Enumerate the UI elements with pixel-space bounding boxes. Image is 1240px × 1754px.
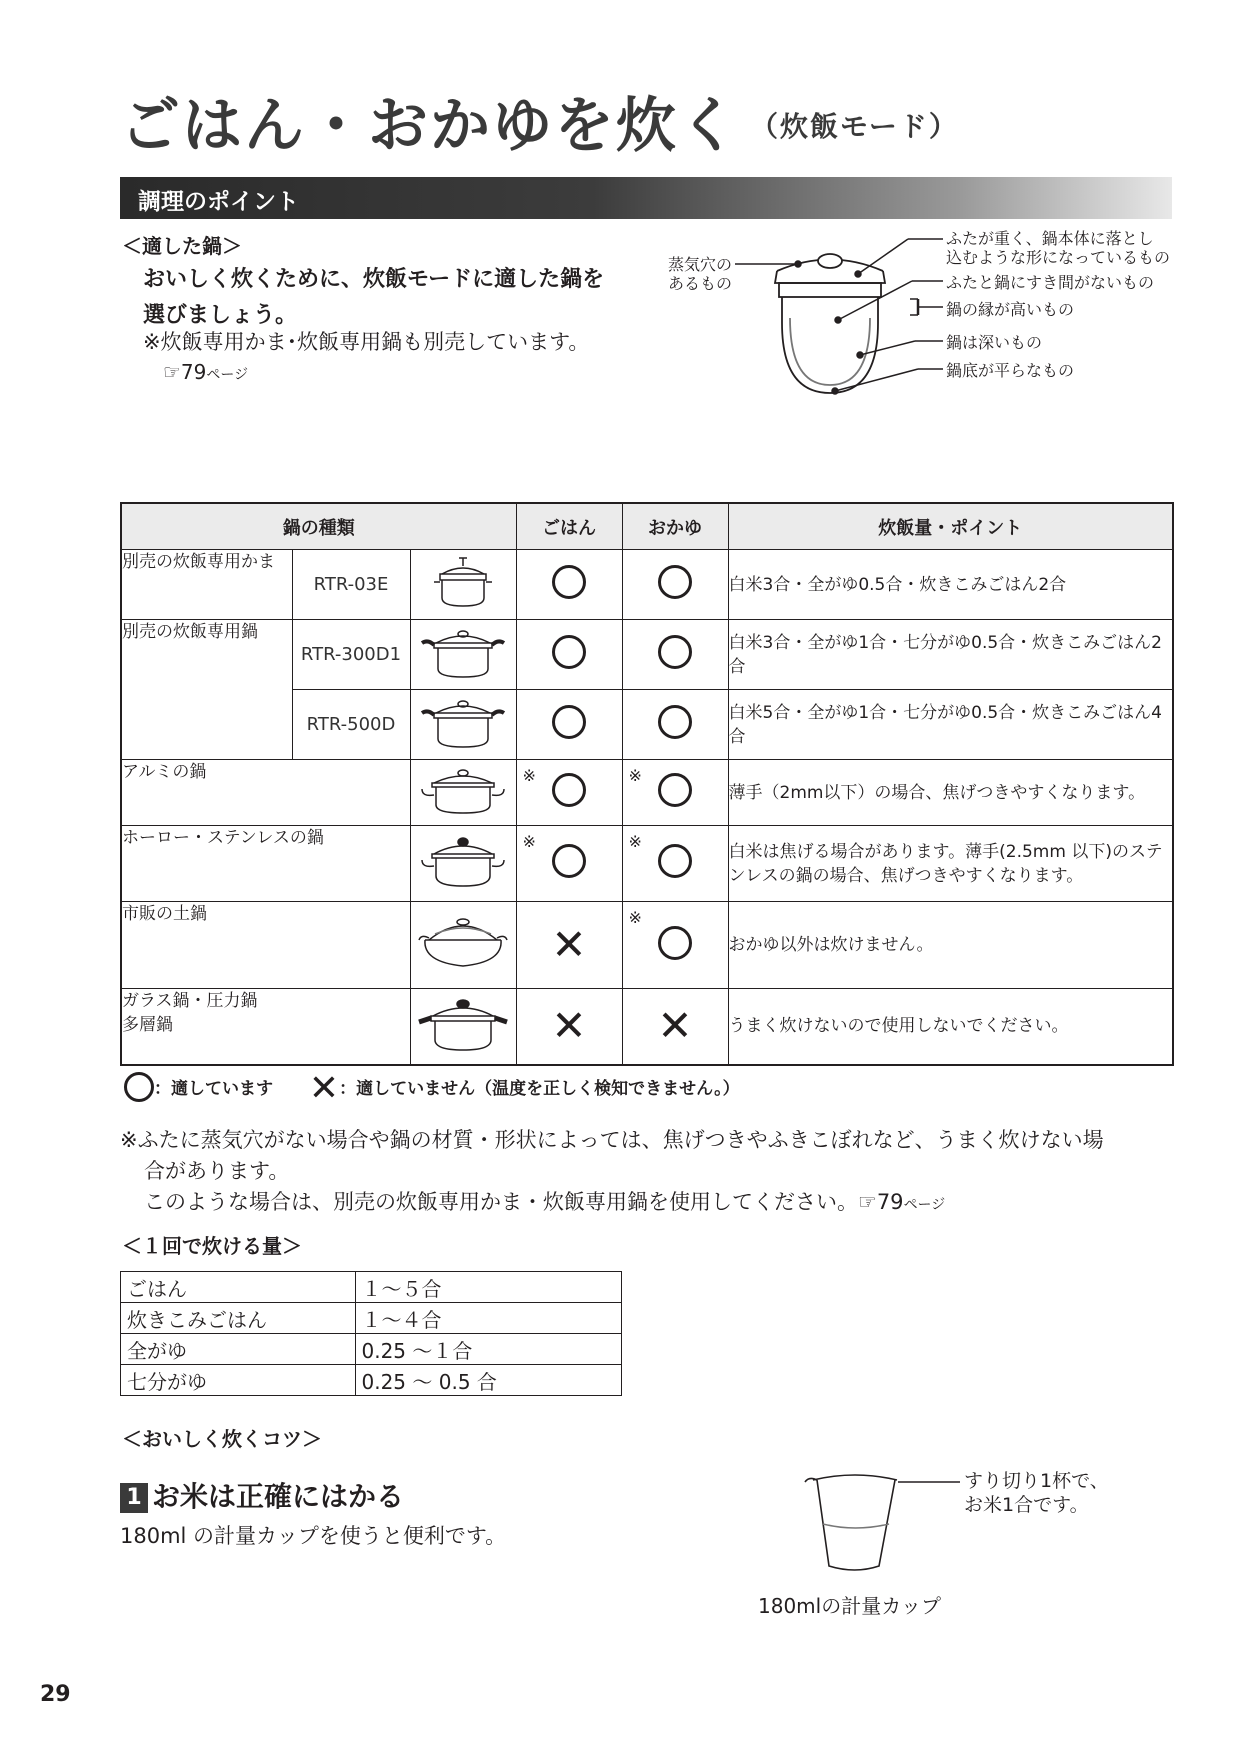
pot-inner <box>790 318 870 385</box>
rice-mark-cell <box>516 902 622 989</box>
pot-type-cell: 別売の炊飯専用鍋 <box>121 620 292 760</box>
kome-note: ※ <box>628 766 642 785</box>
glass-pot-line2: 多層鍋 <box>122 1015 173 1035</box>
rice-mark-cell <box>516 760 622 826</box>
pot-image-cell <box>410 760 516 826</box>
rice-cooker-pot-icon <box>428 554 498 610</box>
capacity-heading: ＜１回で炊ける量＞ <box>122 1234 302 1258</box>
flat-bottom-label: 鍋底が平らなもの <box>946 361 1075 380</box>
table-row <box>121 760 1173 826</box>
point-cell: 白米5合・全がゆ1合・七分がゆ0.5合・炊きこみごはん4合 <box>728 690 1173 760</box>
footnote-line3 <box>120 1187 1104 1221</box>
table-row <box>121 1272 622 1303</box>
step-title-text: お米は正確にはかる <box>152 1480 405 1513</box>
suitable-pot-ref[interactable] <box>163 360 248 384</box>
capacity-item: ごはん <box>121 1272 356 1303</box>
table-row <box>121 826 1173 902</box>
model-cell: RTR-300D1 <box>292 620 410 690</box>
pot-image-cell <box>410 620 516 690</box>
rice-mark-cell <box>516 826 622 902</box>
high-rim-label: 鍋の縁が高いもの <box>946 300 1075 319</box>
rice-mark-cell <box>516 620 622 690</box>
steam-hole-line2: あるもの <box>668 274 733 293</box>
cup-inner-line <box>823 1524 889 1528</box>
cross-mark-icon: ✕ <box>551 1001 587 1051</box>
steam-hole-label <box>668 255 732 293</box>
rice-mark-cell <box>516 989 622 1065</box>
kome-note: ※ <box>522 832 536 851</box>
circle-mark-icon <box>552 844 586 878</box>
enamel-pot-icon <box>418 832 508 890</box>
circle-mark-icon <box>658 773 692 807</box>
pot-image-cell <box>410 902 516 989</box>
cross-mark-icon: ✕ <box>308 1068 340 1109</box>
capacity-amount: 0.25 ～ 0.5 合 <box>355 1365 622 1396</box>
ref-page: ページ <box>206 367 249 383</box>
lid-heavy-line1: ふたが重く、鍋本体に落とし <box>946 229 1154 248</box>
step-title <box>120 1475 404 1515</box>
suitable-pot-lead <box>143 262 604 334</box>
footnote-line2: 合があります。 <box>144 1159 290 1183</box>
capacity-item: 七分がゆ <box>121 1365 356 1396</box>
table-header-row <box>121 503 1173 550</box>
rice-pot-icon <box>418 693 508 751</box>
page-number: 29 <box>40 1682 71 1707</box>
title-sub: （炊飯モード） <box>750 110 959 143</box>
pot-image-cell <box>410 550 516 620</box>
porridge-mark-cell <box>622 902 728 989</box>
legend-suitable: ：適しています <box>154 1079 273 1099</box>
point-cell: おかゆ以外は炊けません。 <box>728 902 1173 989</box>
pot-type-cell <box>121 989 410 1065</box>
page-title <box>120 78 959 164</box>
ref-text: ☞79 <box>163 360 207 384</box>
lead-line2: 選びましょう。 <box>143 303 298 328</box>
header-porridge: おかゆ <box>622 503 728 550</box>
pot-type-cell: 別売の炊飯専用かま <box>121 550 292 620</box>
model-cell: RTR-03E <box>292 550 410 620</box>
pot-image-cell <box>410 989 516 1065</box>
tips-heading: ＜おいしく炊くコツ＞ <box>122 1427 322 1451</box>
suitable-pot-note: ※炊飯専用かま･炊飯専用鍋も別売しています。 <box>143 330 590 354</box>
cross-mark-icon: ✕ <box>551 920 587 969</box>
lid-heavy-line2: 込むような形になっているもの <box>946 248 1171 267</box>
table-row <box>121 550 1173 620</box>
pot-type-cell: 市販の土鍋 <box>121 902 410 989</box>
circle-mark-icon <box>658 565 692 599</box>
pot-image-cell <box>410 690 516 760</box>
suitable-pot-heading: ＜適した鍋＞ <box>122 234 242 258</box>
model-cell: RTR-500D <box>292 690 410 760</box>
footnote <box>120 1125 1104 1221</box>
lid-heavy-label <box>946 229 1170 267</box>
kome-note: ※ <box>522 766 536 785</box>
lid-knob <box>818 254 842 268</box>
circle-mark-icon <box>552 565 586 599</box>
glass-pot-line1: ガラス鍋・圧力鍋 <box>122 991 258 1011</box>
steam-hole-line1: 蒸気穴の <box>668 255 733 274</box>
table-row <box>121 902 1173 989</box>
table-row <box>121 1365 622 1396</box>
circle-mark-icon <box>552 635 586 669</box>
cup-label-line2: お米1合です。 <box>964 1494 1089 1516</box>
kome-note: ※ <box>628 908 642 927</box>
porridge-mark-cell <box>622 989 728 1065</box>
porridge-mark-cell <box>622 760 728 826</box>
table-row <box>121 1303 622 1334</box>
step-number: 1 <box>120 1483 148 1513</box>
capacity-amount: １～４合 <box>355 1303 622 1334</box>
step-text: 180ml の計量カップを使うと便利です。 <box>120 1524 507 1548</box>
point-cell: 白米3合・全がゆ0.5合・炊きこみごはん2合 <box>728 550 1173 620</box>
table-row <box>121 1334 622 1365</box>
circle-mark-icon <box>658 705 692 739</box>
legend <box>124 1068 740 1109</box>
pot-type-table <box>120 502 1174 1066</box>
cup-label <box>964 1469 1109 1517</box>
legend-unsuitable: ：適していません（温度を正しく検知できません。） <box>339 1079 740 1099</box>
rice-mark-cell <box>516 690 622 760</box>
capacity-amount: 0.25 ～１合 <box>355 1334 622 1365</box>
section-bar-label: 調理のポイント <box>138 189 299 215</box>
rice-mark-cell <box>516 550 622 620</box>
capacity-table <box>120 1271 622 1396</box>
footnote-line3-text: このような場合は、別売の炊飯専用かま・炊飯専用鍋を使用してください。 <box>144 1190 858 1214</box>
pot-type-cell: ホーロー・ステンレスの鍋 <box>121 826 410 902</box>
circle-mark-icon <box>552 773 586 807</box>
circle-mark-icon <box>658 926 692 960</box>
cup-top <box>813 1475 897 1480</box>
point-cell: 白米3合・全がゆ1合・七分がゆ0.5合・炊きこみごはん2合 <box>728 620 1173 690</box>
deep-pot-label: 鍋は深いもの <box>946 333 1043 352</box>
cup-label-line1: すり切り1杯で、 <box>964 1470 1109 1492</box>
header-pot-type: 鍋の種類 <box>121 503 516 550</box>
footnote-line1: ※ふたに蒸気穴がない場合や鍋の材質・形状によっては、焦げつきやふきこぼれなど、うまく炊けない場 <box>120 1128 1104 1152</box>
measuring-cup-illustration <box>795 1462 965 1582</box>
capacity-item: 全がゆ <box>121 1334 356 1365</box>
point-cell: 薄手（2mm以下）の場合、焦げつきやすくなります。 <box>728 760 1173 826</box>
pot-image-cell <box>410 826 516 902</box>
lid-rim <box>775 271 885 283</box>
no-gap-label: ふたと鍋にすき間がないもの <box>946 273 1155 292</box>
title-main: ごはん・おかゆを炊く <box>120 91 740 161</box>
porridge-mark-cell <box>622 550 728 620</box>
porridge-mark-cell <box>622 690 728 760</box>
capacity-amount: １～５合 <box>355 1272 622 1303</box>
point-cell: 白米は焦げる場合があります。薄手(2.5mm 以下)のステンレスの鍋の場合、焦げつきやすくなります。 <box>728 826 1173 902</box>
cross-mark-icon: ✕ <box>657 1001 693 1051</box>
header-point: 炊飯量・ポイント <box>728 503 1173 550</box>
porridge-mark-cell <box>622 826 728 902</box>
rice-pot-icon <box>418 623 508 681</box>
lead-line1: おいしく炊くために、炊飯モードに適した鍋を <box>143 267 605 292</box>
pot-rim <box>779 283 881 297</box>
pot-type-cell: アルミの鍋 <box>121 760 410 826</box>
circle-mark-icon <box>658 844 692 878</box>
header-rice: ごはん <box>516 503 622 550</box>
cup-caption: 180mlの計量カップ <box>758 1594 942 1618</box>
pot-body <box>782 297 878 393</box>
capacity-item: 炊きこみごはん <box>121 1303 356 1334</box>
aluminum-pot-icon <box>418 763 508 817</box>
circle-mark-icon <box>552 705 586 739</box>
section-bar <box>120 177 1172 219</box>
porridge-mark-cell <box>622 620 728 690</box>
kome-note: ※ <box>628 832 642 851</box>
circle-mark-icon <box>658 635 692 669</box>
table-row <box>121 620 1173 690</box>
footnote-ref[interactable]: ☞79 <box>858 1190 904 1214</box>
table-row <box>121 989 1173 1065</box>
earthenware-pot-icon <box>415 912 511 974</box>
pressure-pot-icon <box>415 994 511 1054</box>
circle-mark-icon <box>124 1072 154 1102</box>
footnote-ref-page: ページ <box>903 1197 946 1213</box>
point-cell: うまく炊けないので使用しないでください。 <box>728 989 1173 1065</box>
